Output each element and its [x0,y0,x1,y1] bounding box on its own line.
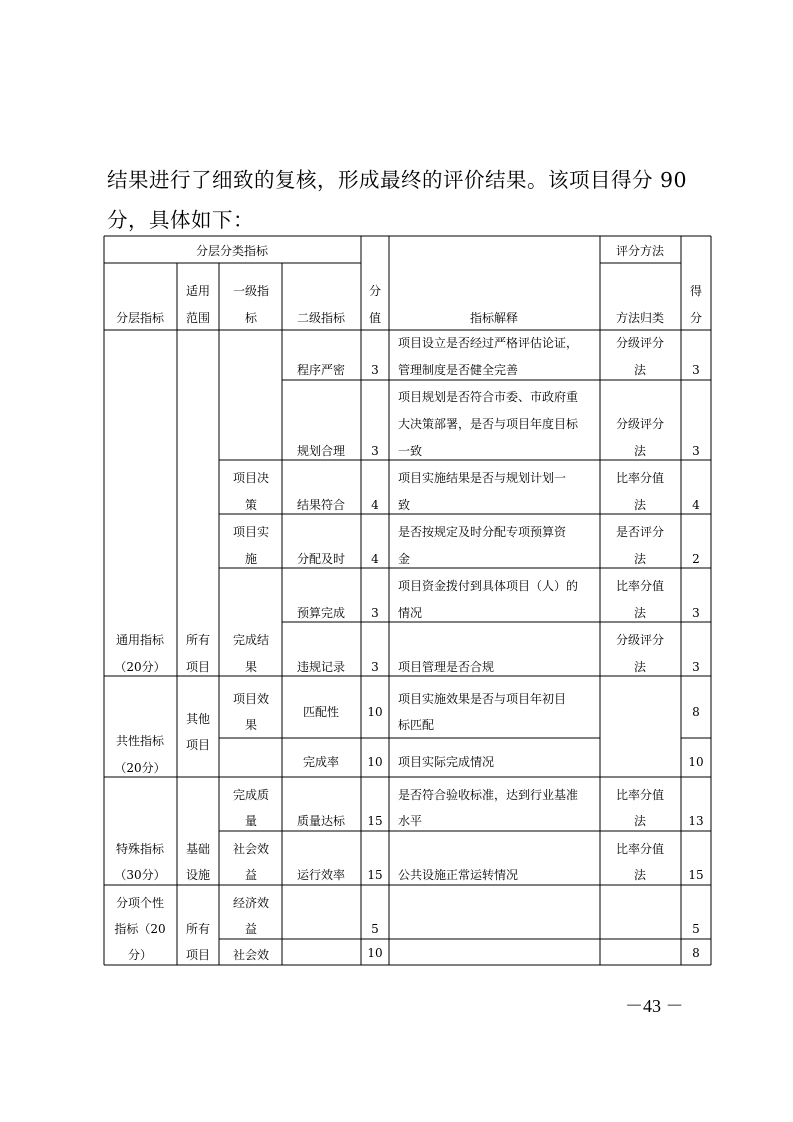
header-score-2: 分 [689,311,703,325]
row-3-explain-2: 金 [398,552,411,566]
row-2-explain-2: 致 [398,498,411,512]
row-8-explain-2: 水平 [398,814,423,828]
row-10-score: 5 [692,922,700,936]
row-6-value: 10 [367,705,383,719]
row-1-explain-3: 一致 [398,444,423,458]
group-special-name: 特殊指标 [115,842,165,856]
row-7-explain-1: 项目实际完成情况 [398,755,495,769]
row-3-value: 4 [371,552,379,566]
level1-done-2: 果 [244,660,258,674]
intro-line-2: 分，具体如下： [107,208,254,232]
level1-effect-2: 果 [244,718,258,732]
row-10-value: 5 [371,922,379,936]
row-9-level2: 运行效率 [296,868,346,882]
row-5-score: 3 [692,660,700,674]
group-common-scope-1: 其他 [185,712,211,726]
group-special-points: （30分） [114,868,166,882]
group-general-name: 通用指标 [115,633,165,647]
level1-social-2: 益 [244,868,258,882]
header-level1-1: 一级指 [232,284,270,298]
row-2-value: 4 [371,498,379,512]
row-1-explain-1: 项目规划是否符合市委、市政府重 [398,390,579,404]
row-1-method-2: 法 [633,444,647,458]
group-general-scope-1: 所有 [185,633,211,647]
row-4-value: 3 [371,606,379,620]
row-8-method-1: 比率分值 [615,788,665,802]
header-explain: 指标解释 [469,311,519,325]
row-8-method-2: 法 [633,814,647,828]
row-9-explain-1: 公共设施正常运转情况 [398,868,519,882]
row-1-explain-2: 大决策部署，是否与项目年度目标 [398,417,579,431]
group-common-scope-2: 项目 [185,738,211,752]
row-0-value: 3 [371,363,379,377]
row-7-level2: 完成率 [302,755,340,769]
row-8-explain-1: 是否符合验收标准，达到行业基准 [398,788,579,802]
level1-effect-1: 项目效 [232,692,270,706]
group-individual-name-2: 指标（20 [114,922,166,936]
row-9-method-1: 比率分值 [615,842,665,856]
header-layer: 分层指标 [115,311,165,325]
row-0-level2: 程序严密 [296,363,346,377]
row-2-level2: 结果符合 [296,498,346,512]
row-9-value: 15 [367,868,383,882]
row-2-method-1: 比率分值 [615,471,665,485]
level1-decision-1: 项目决 [232,471,270,485]
group-individual-name-1: 分项个性 [115,896,165,910]
row-5-value: 3 [371,660,379,674]
row-4-score: 3 [692,606,700,620]
row-0-explain-2: 管理制度是否健全完善 [398,363,519,377]
header-level1-2: 标 [244,311,258,325]
header-scope-1: 适用 [185,284,211,298]
level1-social-1: 社会效 [232,842,270,856]
group-special-scope-2: 设施 [185,868,211,882]
header-value-1: 分 [368,284,382,298]
group-common-name: 共性指标 [115,734,165,748]
row-3-score: 2 [692,552,700,566]
row-8-value: 15 [367,814,383,828]
level1-decision-2: 策 [244,498,258,512]
row-6-explain-1: 项目实施效果是否与项目年初目 [398,692,567,706]
row-1-level2: 规划合理 [296,444,346,458]
level1-impl-2: 施 [244,552,258,566]
level1-impl-1: 项目实 [232,525,270,539]
level1-social-b: 社会效 [232,948,270,962]
row-3-explain-1: 是否按规定及时分配专项预算资 [398,525,567,539]
row-1-score: 3 [692,444,700,458]
row-5-explain-1: 项目管理是否合规 [398,660,495,674]
row-4-explain-2: 情况 [398,606,423,620]
row-5-method-2: 法 [633,660,647,674]
row-0-method-2: 法 [633,363,647,377]
group-individual-name-3: 分） [127,948,153,962]
row-4-level2: 预算完成 [296,606,346,620]
level1-quality-2: 量 [244,814,258,828]
row-3-level2: 分配及时 [296,552,346,566]
group-common-points: （20分） [114,761,166,775]
row-1-method-1: 分级评分 [615,417,665,431]
header-method-group: 评分方法 [615,244,665,258]
header-scope-2: 范围 [185,311,211,325]
level1-econ-2: 益 [244,922,258,936]
row-8-score: 13 [688,814,704,828]
group-general-points: （20分） [114,660,166,674]
row-2-method-2: 法 [633,498,647,512]
row-7-value: 10 [367,755,383,769]
row-3-method-1: 是否评分 [615,525,665,539]
row-11-value: 10 [367,946,383,960]
row-6-explain-2: 标匹配 [398,718,435,732]
header-score-1: 得 [689,284,703,298]
header-layer-group: 分层分类指标 [195,244,269,258]
header-value-2: 值 [368,311,382,325]
row-9-method-2: 法 [633,868,647,882]
row-2-score: 4 [692,498,700,512]
level1-econ-1: 经济效 [232,896,270,910]
row-9-score: 15 [688,868,704,882]
level1-done-1: 完成结 [232,633,270,647]
row-6-score: 8 [692,705,700,719]
header-level2: 二级指标 [296,311,346,325]
row-2-explain-1: 项目实施结果是否与规划计划一 [398,471,567,485]
group-individual-scope-1: 所有 [185,922,211,936]
intro-line-1: 结果进行了细致的复核，形成最终的评价结果。该项目得分 90 [107,168,688,192]
row-0-explain-1: 项目设立是否经过严格评估论证， [398,336,579,350]
row-0-score: 3 [692,363,700,377]
row-8-level2: 质量达标 [296,814,346,828]
row-5-level2: 违规记录 [296,660,346,674]
row-3-method-2: 法 [633,552,647,566]
row-4-method-2: 法 [633,606,647,620]
row-4-method-1: 比率分值 [615,579,665,593]
group-special-scope-1: 基础 [185,842,211,856]
row-0-method-1: 分级评分 [615,336,665,350]
level1-quality-1: 完成质 [232,788,270,802]
page-number: －43 － [625,996,684,1016]
row-6-level2: 匹配性 [302,705,340,719]
header-method: 方法归类 [615,311,665,325]
row-4-explain-1: 项目资金拨付到具体项目（人）的 [398,579,579,593]
group-individual-scope-2: 项目 [185,948,211,962]
row-7-score: 10 [688,755,704,769]
row-11-score: 8 [692,946,700,960]
row-1-value: 3 [371,444,379,458]
row-5-method-1: 分级评分 [615,633,665,647]
group-general-scope-2: 项目 [185,660,211,674]
